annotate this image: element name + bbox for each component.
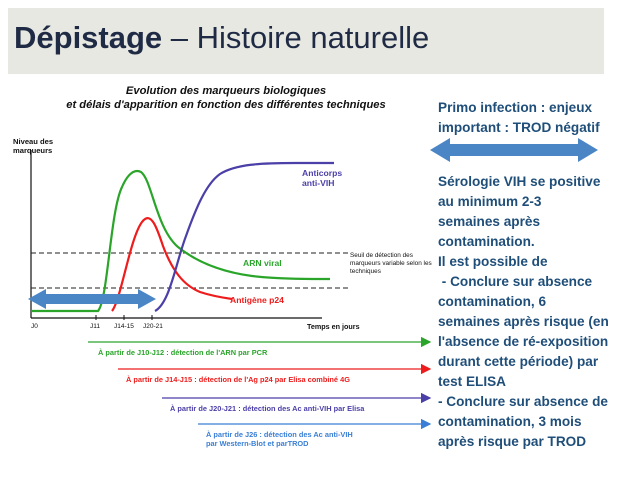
technique-p24-label: À partir de J14-J15 : détection de l'Ag p24 par Elisa combiné 4G [126,375,350,384]
body-line: test ELISA [438,374,506,389]
figure-title-line2: et délais d'apparition en fonction des différentes techniques [66,99,386,111]
tick-j14-15: J14-15 [114,323,134,330]
technique-wb-label-line1: À partir de J26 : détection des Ac anti-VIH [206,430,353,439]
anticorps-label [302,168,342,188]
technique-wb-label [206,430,353,448]
primo-line: important : TROD négatif [438,120,600,135]
title-rest: – Histoire naturelle [162,20,430,55]
primo-double-arrow [430,138,598,162]
anticorps-label-line1: Anticorps [302,168,343,178]
window-double-arrow [28,289,156,309]
body-line: contamination, 6 [438,294,547,309]
technique-wb-label-line2: par Western-Blot et parTROD [206,439,309,448]
figure-title-line1: Evolution des marqueurs biologiques [125,85,327,97]
body-line: - Conclure sur absence de [438,394,608,409]
body-line: semaines après risque (en [438,314,609,329]
technique-elisa-label: À partir de J20-J21 : détection des Ac anti-VIH par Elisa [170,404,365,413]
body-line: Il est possible de [438,254,548,269]
body-line: au minimum 2-3 [438,194,542,209]
tick-j0: J0 [31,323,38,330]
tick-j11: J11 [90,323,100,330]
antigene-p24-label: Antigène p24 [230,295,284,305]
body-line: semaines après [438,214,541,229]
anticorps-label-line2: anti-VIH [302,178,335,188]
body-line: durant cette période) par [438,354,599,369]
technique-pcr-label: À partir de J10-J12 : détection de l'ARN par PCR [98,348,268,357]
y-axis-label-line1: Niveau des [13,137,54,146]
x-axis-label: Temps en jours [307,322,360,331]
title-bold: Dépistage [14,20,163,55]
primo-line: Primo infection : enjeux [438,100,593,115]
body-line: contamination, 3 mois [438,414,582,429]
tick-j20-21: J20-21 [143,323,163,330]
body-line: Sérologie VIH se positive [438,174,601,189]
primo-infection-text [438,98,600,138]
body-line: - Conclure sur absence [438,274,593,289]
arn-viral-label: ARN viral [243,258,282,268]
threshold-note: Seuil de détection des marqueurs variable selon les techniques [350,252,432,275]
y-axis-label-line2: marqueurs [13,146,53,155]
arn-viral-curve [31,171,330,311]
body-line: après risque par TROD [438,434,587,449]
serologie-text [438,172,609,452]
body-line: contamination. [438,234,535,249]
body-line: l'absence de ré-exposition [438,334,609,349]
